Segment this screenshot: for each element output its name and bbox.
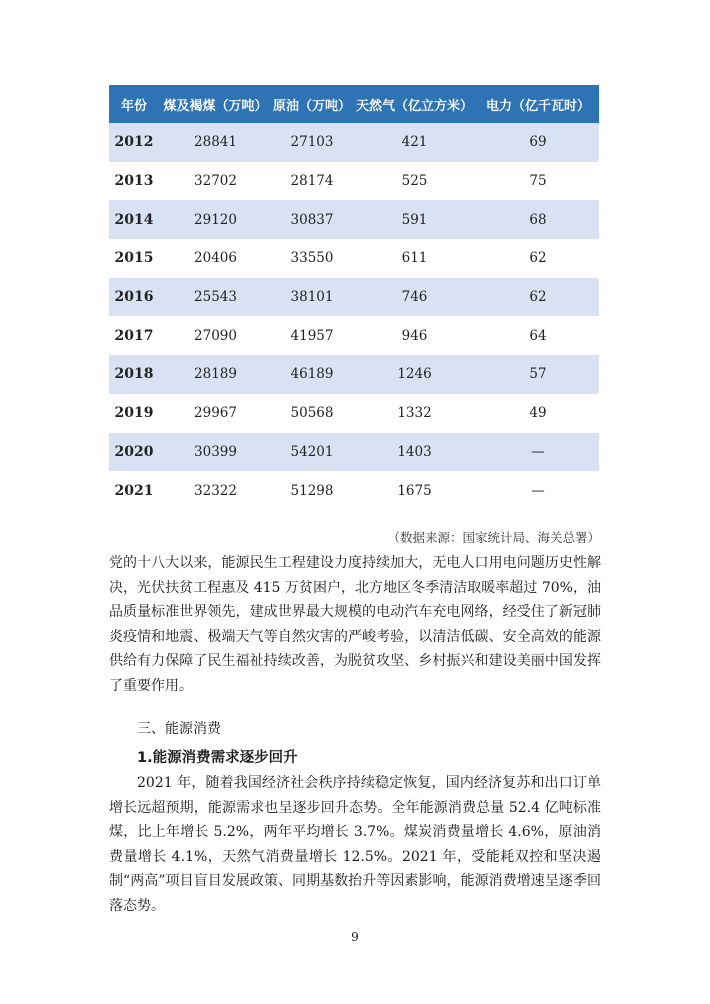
cell-natural-gas: 591 [401, 211, 428, 228]
table-header [109, 85, 599, 123]
header-crude-oil: 原油（万吨） [272, 98, 351, 114]
cell-electricity: 69 [529, 134, 547, 151]
section-heading: 三、能源消费 [137, 721, 221, 737]
cell-electricity: 49 [529, 405, 547, 422]
table-row [109, 239, 599, 278]
table-row [109, 278, 599, 317]
cell-crude-oil: 46189 [290, 366, 334, 383]
cell-natural-gas: 1246 [397, 366, 432, 383]
cell-electricity: 68 [529, 211, 547, 228]
energy-import-table [109, 85, 599, 510]
table-body [109, 123, 599, 510]
cell-natural-gas: 421 [401, 134, 428, 151]
cell-year: 2013 [114, 173, 154, 190]
table-row [109, 433, 599, 472]
cell-year: 2019 [114, 405, 154, 422]
cell-crude-oil: 54201 [290, 443, 334, 460]
cell-electricity: 62 [529, 289, 547, 306]
cell-natural-gas: 1332 [397, 405, 432, 422]
cell-year: 2021 [114, 482, 154, 499]
table-row [109, 355, 599, 394]
body-paragraph-consumption: 2021 年，随着我国经济社会秩序持续稳定恢复，国内经济复苏和出口订单增长远超预期，能源需求也呈逐步回升态势。全年能源消费总量 52.4 亿吨标准煤，比上年增长 5.2%，两年平均增长 3.7%。煤炭消费量增长 4.6%，原油消费量增长 4.1%，天然气消费量增长 12.5%。2021 年，受能耗双控和坚决遏制“两高”项目盲目发展政策、同期基数抬升等因素影响，能源消费增速呈逐季回落态势。 [109, 775, 601, 914]
cell-coal: 32702 [194, 173, 237, 190]
table-row [109, 471, 599, 510]
cell-year: 2015 [114, 250, 154, 267]
cell-year: 2014 [114, 211, 154, 228]
cell-natural-gas: 1403 [397, 443, 432, 460]
table-row [109, 123, 599, 162]
cell-coal: 28189 [194, 366, 237, 383]
table-row [109, 316, 599, 355]
subsection-heading: 1.能源消费需求逐步回升 [137, 750, 298, 766]
cell-electricity: — [531, 443, 545, 460]
cell-electricity: — [531, 482, 545, 499]
cell-coal: 20406 [194, 250, 237, 267]
cell-coal: 28841 [194, 134, 237, 151]
cell-natural-gas: 946 [401, 327, 428, 344]
cell-coal: 32322 [194, 482, 237, 499]
cell-crude-oil: 27103 [290, 134, 334, 151]
data-source-note: （数据来源：国家统计局、海关总署） [387, 530, 600, 545]
cell-coal: 25543 [194, 289, 237, 306]
table-row [109, 200, 599, 239]
body-paragraph-livelihood: 党的十八大以来，能源民生工程建设力度持续加大，无电人口用电问题历史性解决，光伏扶贫工程惠及 415 万贫困户，北方地区冬季清洁取暖率超过 70%，油品质量标准世界领先，建成世界最大规模的电动汽车充电网络，经受住了新冠肺炎疫情和地震、极端天气等自然灾害的严峻考验，以清洁低碳、安全高效的能源供给有力保障了民生福祉持续改善，为脱贫攻坚、乡村振兴和建设美丽中国发挥了重要作用。 [109, 555, 601, 694]
cell-electricity: 75 [529, 173, 547, 190]
cell-crude-oil: 51298 [290, 482, 334, 499]
cell-coal: 29967 [194, 405, 237, 422]
cell-crude-oil: 28174 [290, 173, 334, 190]
header-coal: 煤及褐煤（万吨） [163, 98, 268, 114]
cell-year: 2020 [114, 443, 154, 460]
cell-crude-oil: 41957 [290, 327, 334, 344]
cell-year: 2018 [114, 366, 154, 383]
cell-coal: 29120 [194, 211, 237, 228]
table-header-row [109, 85, 599, 123]
cell-coal: 27090 [194, 327, 237, 344]
cell-crude-oil: 33550 [290, 250, 334, 267]
cell-natural-gas: 611 [401, 250, 428, 267]
cell-year: 2016 [114, 289, 154, 306]
cell-electricity: 64 [529, 327, 547, 344]
cell-natural-gas: 746 [401, 289, 428, 306]
cell-year: 2017 [114, 327, 154, 344]
table-row [109, 394, 599, 433]
cell-crude-oil: 50568 [290, 405, 334, 422]
cell-natural-gas: 1675 [397, 482, 432, 499]
cell-crude-oil: 38101 [290, 289, 334, 306]
cell-natural-gas: 525 [401, 173, 428, 190]
page-number: 9 [351, 930, 359, 944]
cell-electricity: 62 [529, 250, 547, 267]
header-electricity: 电力（亿千瓦时） [485, 98, 590, 114]
cell-coal: 30399 [194, 443, 237, 460]
header-natural-gas: 天然气（亿立方米） [355, 98, 473, 114]
table-row [109, 162, 599, 201]
cell-crude-oil: 30837 [290, 211, 334, 228]
cell-year: 2012 [114, 134, 154, 151]
energy-import-table-container [109, 85, 599, 510]
header-year: 年份 [120, 98, 147, 114]
cell-electricity: 57 [529, 366, 547, 383]
